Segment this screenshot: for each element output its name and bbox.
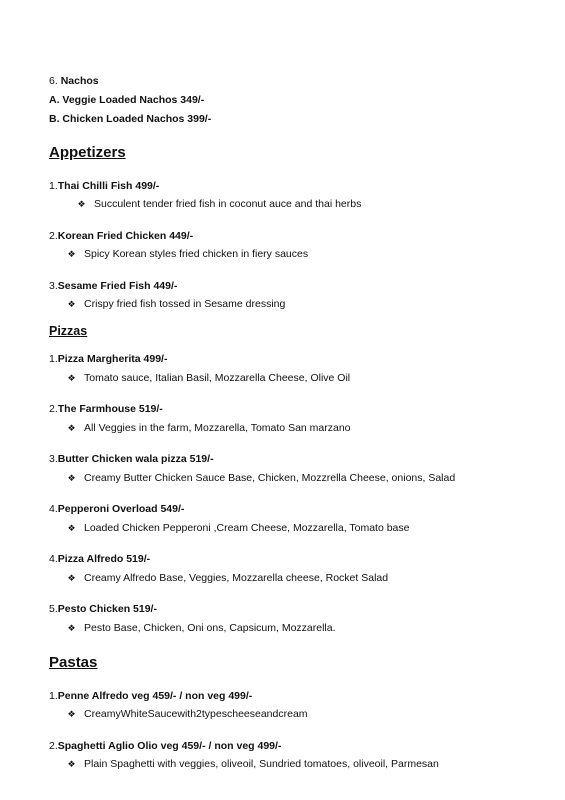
item-description: Plain Spaghetti with veggies, oliveoil, Sundried tomatoes, oliveoil, Parmesan: [84, 758, 439, 770]
pizzas-heading: Pizzas: [49, 324, 88, 338]
appetizer-desc-3: [67, 298, 285, 311]
diamond-bullet-icon: ❖: [67, 523, 76, 533]
pizza-desc-2: [67, 422, 351, 435]
pizza-item-5: [49, 553, 150, 566]
item-description: Succulent tender fried fish in coconut auce and thai herbs: [94, 198, 362, 210]
pizza-item-6: [49, 603, 157, 616]
item-name: Pesto Chicken 519/-: [57, 603, 157, 615]
diamond-bullet-icon: ❖: [67, 373, 76, 383]
nachos-item-a: A. Veggie Loaded Nachos 349/-: [49, 94, 205, 106]
pizza-desc-5: [67, 572, 388, 585]
item-name: Sesame Fried Fish 449/-: [57, 280, 178, 292]
item-number: 1.: [49, 690, 58, 702]
item-number: 5.: [49, 603, 58, 615]
item-description: CreamyWhiteSaucewith2typescheeseandcream: [84, 708, 308, 720]
pasta-item-2: [49, 740, 281, 753]
diamond-bullet-icon: ❖: [67, 299, 76, 309]
diamond-bullet-icon: ❖: [67, 249, 76, 259]
item-number: 3.: [49, 280, 58, 292]
appetizer-desc-2: [67, 248, 308, 261]
item-name: Thai Chilli Fish 499/-: [57, 180, 160, 192]
item-description: Tomato sauce, Italian Basil, Mozzarella Cheese, Olive Oil: [84, 372, 351, 384]
item-number: 4.: [49, 503, 58, 515]
item-description: Spicy Korean styles fried chicken in fiery sauces: [84, 248, 309, 260]
nachos-number: 6.: [49, 75, 61, 87]
item-name: Pepperoni Overload 549/-: [57, 503, 185, 515]
item-description: Pesto Base, Chicken, Oni ons, Capsicum, Mozzarella.: [84, 622, 336, 634]
item-number: 1.: [49, 353, 58, 365]
pasta-desc-1: [67, 708, 308, 721]
appetizer-item-2: [49, 230, 193, 243]
appetizer-item-3: [49, 280, 177, 293]
appetizer-item-1: [49, 180, 159, 193]
pizza-desc-6: [67, 622, 336, 635]
nachos-item-b: B. Chicken Loaded Nachos 399/-: [49, 113, 212, 125]
diamond-bullet-icon: ❖: [67, 759, 76, 769]
item-description: Creamy Butter Chicken Sauce Base, Chicken, Mozzrella Cheese, onions, Salad: [84, 472, 456, 484]
item-name: Butter Chicken wala pizza 519/-: [57, 453, 214, 465]
item-description: Crispy fried fish tossed in Sesame dressing: [84, 298, 286, 310]
item-description: All Veggies in the farm, Mozzarella, Tomato San marzano: [84, 422, 351, 434]
item-name: Pizza Alfredo 519/-: [57, 553, 151, 565]
pasta-item-1: [49, 690, 252, 703]
nachos-title: [49, 75, 99, 88]
appetizers-heading: Appetizers: [49, 144, 126, 161]
pastas-heading: Pastas: [49, 654, 98, 671]
pizza-desc-4: [67, 522, 410, 535]
pizza-item-1: [49, 353, 167, 366]
item-number: 4.: [49, 553, 58, 565]
item-name: Korean Fried Chicken 449/-: [57, 230, 194, 242]
pasta-desc-2: [67, 758, 439, 771]
item-name: The Farmhouse 519/-: [57, 403, 163, 415]
item-number: 3.: [49, 453, 58, 465]
item-number: 2.: [49, 403, 58, 415]
diamond-bullet-icon: ❖: [67, 623, 76, 633]
item-name: Penne Alfredo veg 459/- / non veg 499/-: [57, 690, 253, 702]
item-description: Loaded Chicken Pepperoni ,Cream Cheese, Mozzarella, Tomato base: [84, 522, 410, 534]
diamond-bullet-icon: ❖: [67, 573, 76, 583]
pizza-desc-1: [67, 372, 350, 385]
nachos-name: Nachos: [60, 75, 99, 87]
item-number: 2.: [49, 230, 58, 242]
diamond-bullet-icon: ❖: [77, 199, 86, 209]
item-name: Spaghetti Aglio Olio veg 459/- / non veg 499/-: [57, 740, 282, 752]
item-number: 2.: [49, 740, 58, 752]
pizza-item-4: [49, 503, 184, 516]
item-description: Creamy Alfredo Base, Veggies, Mozzarella cheese, Rocket Salad: [84, 572, 389, 584]
appetizer-desc-1: [77, 198, 361, 211]
pizza-item-3: [49, 453, 214, 466]
pizza-desc-3: [67, 472, 455, 485]
diamond-bullet-icon: ❖: [67, 709, 76, 719]
item-name: Pizza Margherita 499/-: [57, 353, 168, 365]
diamond-bullet-icon: ❖: [67, 473, 76, 483]
pizza-item-2: [49, 403, 163, 416]
item-number: 1.: [49, 180, 58, 192]
diamond-bullet-icon: ❖: [67, 423, 76, 433]
